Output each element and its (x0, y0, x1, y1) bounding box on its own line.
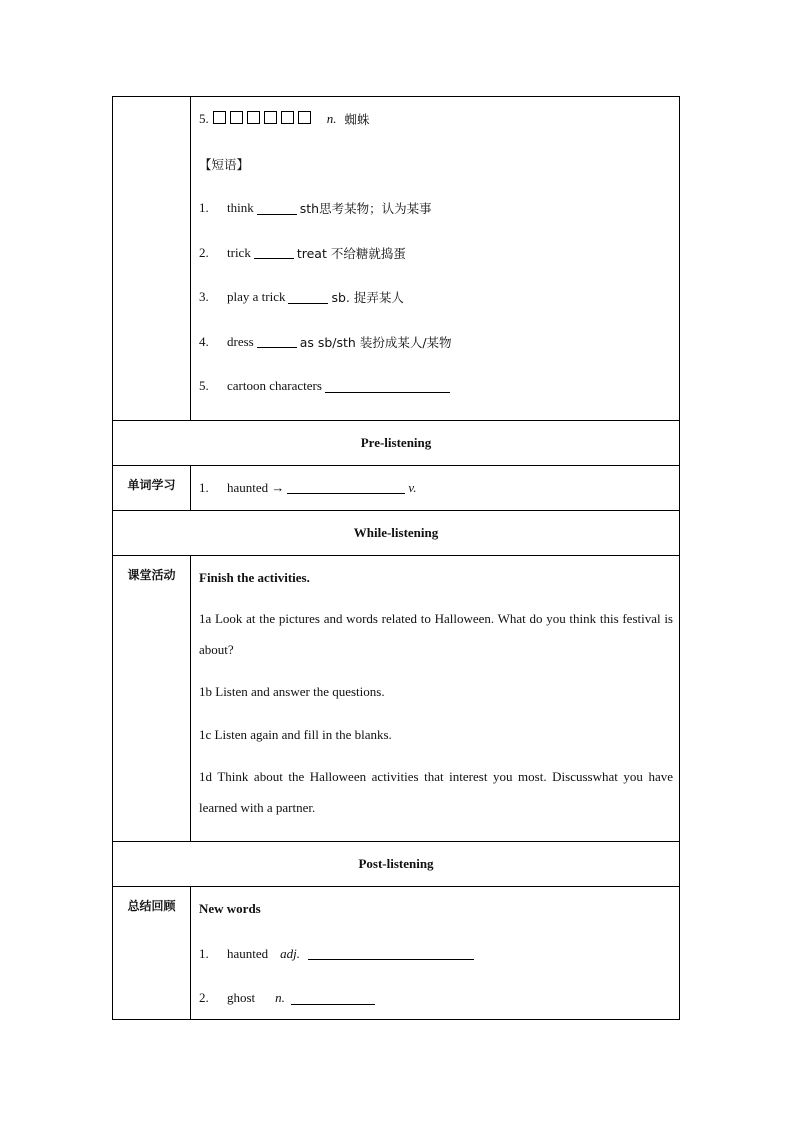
item-word: haunted → (227, 479, 285, 495)
phrase-meaning: sth思考某物；认为某事 (299, 201, 432, 217)
fill-blank (287, 481, 405, 494)
letter-box (247, 111, 260, 124)
section-title: Pre-listening (360, 435, 432, 450)
while-listening-header (113, 510, 679, 555)
activity-1d: 1d Think about the Halloween activities that interest you most. Discusswhat you have learned with a partner. (199, 768, 673, 815)
row-label: 总结回顾 (113, 887, 191, 1019)
letter-boxes (213, 111, 315, 127)
phrase-item-5 (199, 364, 673, 409)
phrase-item-1 (199, 186, 673, 231)
letter-box (281, 111, 294, 124)
pre-listening-header (113, 420, 679, 465)
post-listening-header (113, 841, 679, 886)
fill-blank (308, 947, 474, 960)
item-pos: v. (408, 479, 417, 495)
activity-1c: 1c Listen again and fill in the blanks. (199, 727, 392, 742)
phrase-number: 3. (199, 289, 209, 305)
pre-listening-cell (191, 466, 679, 510)
phrase-text: dress (227, 333, 254, 349)
activity-1b: 1b Listen and answer the questions. (199, 683, 385, 699)
phrase-item-4 (199, 320, 673, 365)
fill-blank (257, 335, 297, 348)
vocab-phrases-row (113, 97, 679, 420)
vocab-item-5-number: 5. (199, 111, 209, 127)
phrase-number: 1. (199, 200, 209, 216)
fill-blank (291, 992, 375, 1005)
phrase-text: cartoon characters (227, 378, 322, 394)
phrases-header: 【短语】 (199, 156, 250, 172)
vocab-item-5-pos: n. (326, 111, 337, 127)
activities-heading: Finish the activities. (199, 570, 310, 586)
letter-box (213, 111, 226, 124)
phrase-item-2 (199, 231, 673, 276)
fill-blank (254, 246, 294, 259)
pre-listening-row (113, 465, 679, 510)
vocab-item-5 (199, 97, 673, 142)
fill-blank (257, 202, 297, 215)
phrase-number: 2. (199, 244, 209, 260)
item-number: 2. (199, 990, 209, 1006)
item-word: haunted (227, 945, 269, 961)
new-word-2 (199, 976, 673, 1021)
empty-label-cell (113, 97, 191, 420)
fill-blank (288, 291, 328, 304)
item-word: ghost (227, 990, 256, 1006)
phrase-meaning: treat 不给糖就捣蛋 (296, 245, 406, 261)
letter-box (298, 111, 311, 124)
vocab-item-5-meaning: 蜘蛛 (344, 112, 370, 128)
fill-blank (325, 380, 450, 393)
while-listening-cell (191, 556, 679, 841)
phrase-meaning: as sb/sth 装扮成某人/某物 (299, 334, 452, 350)
phrase-text: play a trick (227, 289, 286, 305)
while-listening-row (113, 555, 679, 841)
item-pos: n. (275, 990, 285, 1006)
letter-box (264, 111, 277, 124)
post-listening-row (113, 886, 679, 1019)
phrase-number: 4. (199, 333, 209, 349)
phrase-meaning: sb. 捉弄某人 (331, 290, 404, 306)
phrase-number: 5. (199, 378, 209, 394)
phrase-text: think (227, 200, 254, 216)
section-title: While-listening (353, 525, 439, 540)
lesson-table (112, 96, 680, 1020)
pre-listening-item (199, 466, 673, 509)
section-title: Post-listening (358, 856, 434, 871)
item-number: 1. (199, 479, 209, 495)
row-label: 单词学习 (113, 466, 191, 510)
letter-box (230, 111, 243, 124)
vocab-phrases-cell (191, 97, 679, 420)
item-number: 1. (199, 945, 209, 961)
phrase-item-3 (199, 275, 673, 320)
new-word-1 (199, 932, 673, 977)
row-label: 课堂活动 (113, 556, 191, 841)
phrase-text: trick (227, 244, 251, 260)
post-listening-cell (191, 887, 679, 1019)
activity-1a: 1a Look at the pictures and words related to Halloween. What do you think this festival is about? (199, 610, 673, 657)
item-pos: adj. (280, 945, 301, 961)
new-words-heading: New words (199, 901, 261, 917)
